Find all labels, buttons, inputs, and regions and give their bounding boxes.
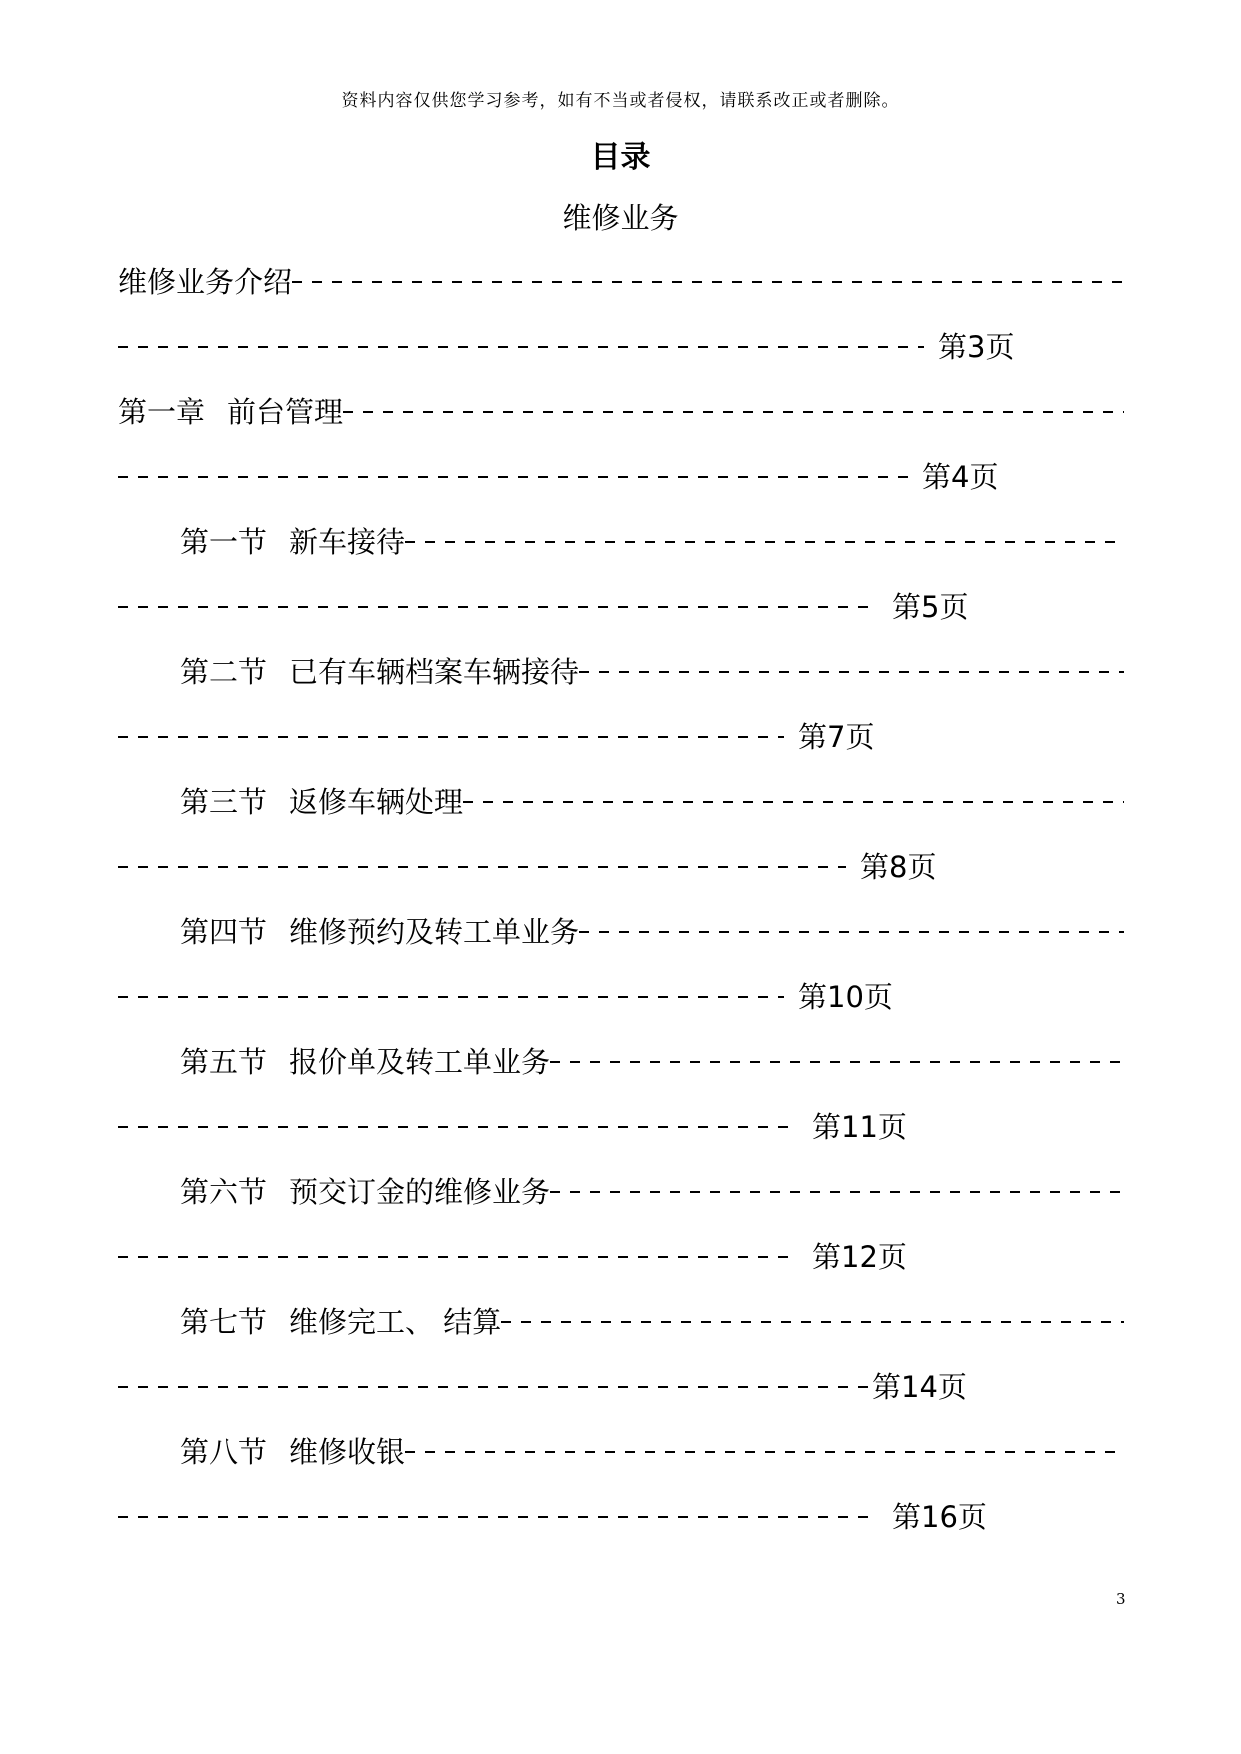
- toc-page-ref: 第12页: [812, 1239, 907, 1274]
- toc-chapter-label: 第二节: [180, 654, 268, 689]
- dotted-leader: [118, 476, 908, 478]
- toc-page-ref: 第14页: [872, 1369, 967, 1404]
- dotted-leader: [405, 541, 1124, 543]
- toc-entry-section-6[interactable]: [118, 1168, 1124, 1298]
- toc-page-ref: 第3页: [938, 329, 1015, 364]
- toc-entry-section-1[interactable]: [118, 518, 1124, 648]
- toc-title: 目录: [590, 140, 651, 175]
- dotted-leader: [118, 606, 878, 608]
- toc-entry-section-4[interactable]: [118, 908, 1124, 1038]
- toc-entry-section-7[interactable]: [118, 1298, 1124, 1428]
- toc-chapter-label: 第七节: [180, 1304, 268, 1339]
- dotted-leader: [343, 411, 1124, 413]
- dotted-leader: [501, 1321, 1124, 1323]
- toc-entry-section-5[interactable]: [118, 1038, 1124, 1168]
- dotted-leader: [292, 281, 1124, 283]
- toc-chapter-label: 第六节: [180, 1174, 268, 1209]
- toc-page-ref: 第8页: [860, 849, 937, 884]
- toc-page-ref: 第5页: [892, 589, 969, 624]
- toc-entry-label: 已有车辆档案车辆接待: [289, 654, 580, 689]
- toc-entry-label: 维修预约及转工单业务: [289, 914, 580, 949]
- toc-entry-label: 报价单及转工单业务: [289, 1044, 551, 1079]
- toc-entry-label: 预交订金的维修业务: [289, 1174, 551, 1209]
- toc-page-ref: 第7页: [798, 719, 875, 754]
- toc-chapter-label: 第五节: [180, 1044, 268, 1079]
- toc-entry-section-2[interactable]: [118, 648, 1124, 778]
- toc-entry-label: 新车接待: [289, 524, 406, 559]
- toc-chapter-label: 第八节: [180, 1434, 268, 1469]
- dotted-leader: [118, 866, 846, 868]
- toc-entry-label: 前台管理: [227, 394, 344, 429]
- dotted-leader: [118, 1386, 870, 1388]
- toc-entry-chapter-1[interactable]: [118, 388, 1124, 518]
- dotted-leader: [118, 1126, 798, 1128]
- toc-entry-label: 维修收银: [289, 1434, 406, 1469]
- section-heading: 维修业务: [562, 201, 679, 235]
- toc-entry-label: 维修业务介绍: [118, 264, 293, 299]
- dotted-leader: [550, 1191, 1124, 1193]
- dotted-leader: [118, 1256, 798, 1258]
- dotted-leader: [118, 736, 784, 738]
- toc-page-ref: 第10页: [798, 979, 893, 1014]
- toc-page-ref: 第11页: [812, 1109, 907, 1144]
- toc-entry-section-3[interactable]: [118, 778, 1124, 908]
- toc-chapter-label: 第一章: [118, 394, 206, 429]
- copyright-notice: 资料内容仅供您学习参考，如有不当或者侵权，请联系改正或者删除。: [341, 91, 900, 111]
- toc-entry-label: 返修车辆处理: [289, 784, 464, 819]
- dotted-leader: [405, 1451, 1124, 1453]
- toc-chapter-label: 第一节: [180, 524, 268, 559]
- toc-page-ref: 第4页: [922, 459, 999, 494]
- table-of-contents: [118, 258, 1124, 1558]
- dotted-leader: [118, 996, 784, 998]
- dotted-leader: [118, 346, 924, 348]
- page-number: 3: [1116, 1590, 1126, 1608]
- toc-chapter-label: 第三节: [180, 784, 268, 819]
- toc-entry-label: 维修完工、 结算: [289, 1304, 502, 1339]
- toc-chapter-label: 第四节: [180, 914, 268, 949]
- toc-page-ref: 第16页: [892, 1499, 987, 1534]
- dotted-leader: [579, 671, 1124, 673]
- dotted-leader: [550, 1061, 1124, 1063]
- toc-entry-intro[interactable]: [118, 258, 1124, 388]
- dotted-leader: [463, 801, 1124, 803]
- dotted-leader: [118, 1516, 878, 1518]
- toc-entry-section-8[interactable]: [118, 1428, 1124, 1558]
- dotted-leader: [579, 931, 1124, 933]
